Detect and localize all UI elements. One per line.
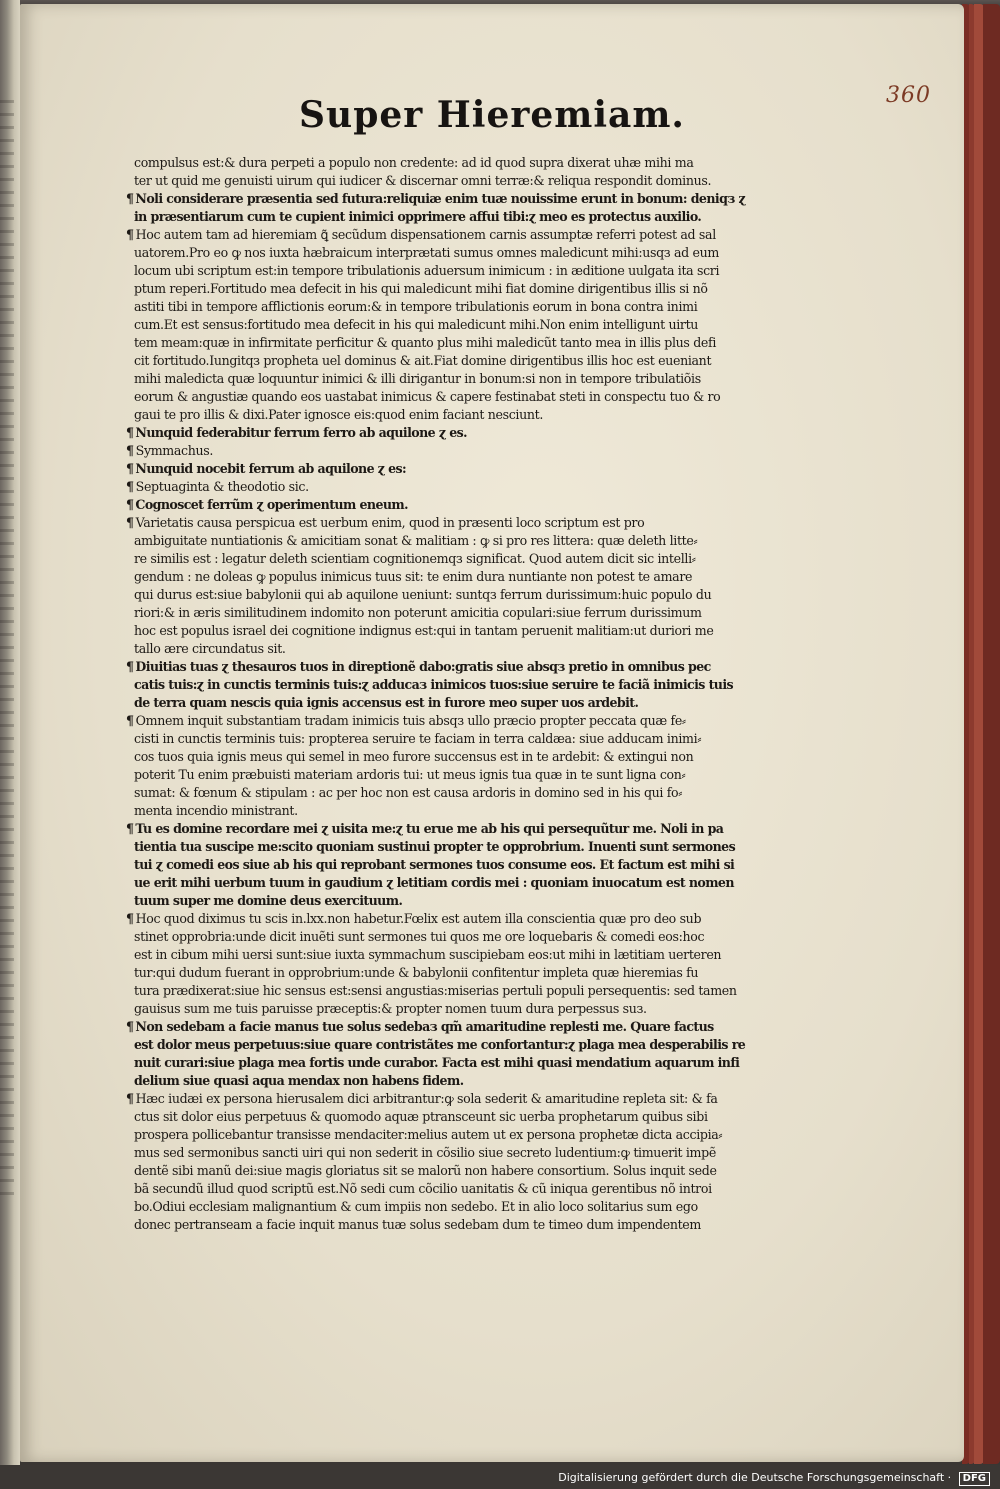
text-line bbox=[126, 766, 794, 784]
text-line bbox=[126, 982, 794, 1000]
text-line-content: prospera pollicebantur transisse mendaciter:melius autem ut ex persona prophetæ dicta accipia⸗ bbox=[134, 1127, 723, 1142]
facing-page-edge bbox=[0, 0, 20, 1465]
text-line-content: hoc est populus israel dei cognitione indignus est:qui in tantam peruenit malitiam:ut duriori me bbox=[134, 623, 714, 638]
text-line-content: Hæc iudæi ex persona hierusalem dici arbitrantur:ꝙ sola sederit & amaritudine repleta sit: & fa bbox=[135, 1091, 718, 1106]
text-line-content: qui durus est:siue babylonii qui ab aquilone ueniunt: suntqз ferrum durissimum:huic populo du bbox=[134, 587, 712, 602]
text-line bbox=[126, 1108, 794, 1126]
text-line-content: de terra quam nescis quia ignis accensus est in furore meo super uos ardebit. bbox=[134, 695, 639, 710]
text-line bbox=[126, 928, 794, 946]
text-line bbox=[126, 892, 794, 910]
text-line bbox=[126, 1036, 794, 1054]
text-line bbox=[126, 712, 794, 730]
text-line bbox=[126, 514, 794, 532]
text-line-content: cit fortitudo.Iungitqз propheta uel dominus & ait.Fiat domine dirigentibus illis hoc est eueniant bbox=[134, 353, 712, 368]
text-line bbox=[126, 1180, 794, 1198]
text-line-content: tuum super me domine deus exercituum. bbox=[134, 893, 403, 908]
text-line-content: bã secundũ illud quod scriptũ est.Nõ sedi cum cõcilio uanitatis & cũ iniqua gerentibus nõ introi bbox=[134, 1181, 712, 1196]
paragraph-mark: ¶ bbox=[126, 821, 134, 836]
text-line-content: tientia tua suscipe me:scito quoniam sustinui propter te opprobrium. Inuenti sunt sermones bbox=[134, 839, 736, 854]
text-line-content: ter ut quid me genuisti uirum qui iudicer & discernar omni terræ:& reliqua respondit dominus. bbox=[134, 173, 712, 188]
text-line bbox=[126, 208, 794, 226]
text-line bbox=[126, 478, 794, 496]
text-line bbox=[126, 874, 794, 892]
text-line-content: Cognoscet ferrũm ɀ operimentum eneum. bbox=[135, 497, 408, 512]
text-line-content: ue erit mihi uerbum tuum in gaudium ɀ letitiam cordis mei : quoniam inuocatum est nomen bbox=[134, 875, 734, 890]
text-line bbox=[126, 802, 794, 820]
text-line-content: in præsentiarum cum te cupient inimici opprimere affui tibi:ɀ meo es protectus auxilio. bbox=[134, 209, 702, 224]
text-line bbox=[126, 640, 794, 658]
text-line bbox=[126, 604, 794, 622]
paragraph-mark: ¶ bbox=[126, 659, 134, 674]
text-line bbox=[126, 820, 794, 838]
paragraph-mark: ¶ bbox=[126, 1019, 134, 1034]
paragraph-mark: ¶ bbox=[126, 191, 134, 206]
text-line bbox=[126, 748, 794, 766]
text-line-content: cisti in cunctis terminis tuis: propterea seruire te faciam in terra caldæa: siue adducam inimi⸗ bbox=[134, 731, 702, 746]
text-line bbox=[126, 946, 794, 964]
text-line bbox=[126, 154, 794, 172]
text-line-content: tura prædixerat:siue hic sensus est:sensi angustias:miserias pertuli populi persequentis: sed tamen bbox=[134, 983, 737, 998]
text-line-content: poterit Tu enim præbuisti materiam ardoris tui: ut meus ignis tua quæ in te sunt ligna con⸗ bbox=[134, 767, 686, 782]
paragraph-mark: ¶ bbox=[126, 1091, 134, 1106]
text-line-content: cos tuos quia ignis meus qui semel in meo furore succensus est in te ardebit: & extingui non bbox=[134, 749, 694, 764]
text-line-content: sumat: & fœnum & stipulam : ac per hoc non est causa ardoris in domino sed in his qui fo⸗ bbox=[134, 785, 683, 800]
text-line bbox=[126, 1216, 794, 1234]
text-line bbox=[126, 1144, 794, 1162]
text-line bbox=[126, 964, 794, 982]
funding-credit-text: Digitalisierung gefördert durch die Deutsche Forschungsgemeinschaft · bbox=[558, 1471, 952, 1484]
text-line bbox=[126, 496, 794, 514]
paragraph-mark: ¶ bbox=[126, 227, 134, 242]
text-line bbox=[126, 1126, 794, 1144]
text-line-content: tallo ære circundatus sit. bbox=[134, 641, 286, 656]
paragraph-mark: ¶ bbox=[126, 713, 134, 728]
text-line-content: tui ɀ comedi eos siue ab his qui reprobant sermones tuos consume eos. Et factum est mihi si bbox=[134, 857, 735, 872]
text-line-content: Hoc autem tam ad hieremiam ꝗ̃ secũdum dispensationem carnis assumptæ referri potest ad sal bbox=[135, 227, 716, 242]
text-line bbox=[126, 406, 794, 424]
text-line-content: re similis est : legatur deleth scientiam cognitionemqз significat. Quod autem dicit sic intelli⸗ bbox=[134, 551, 696, 566]
text-line-content: cum.Et est sensus:fortitudo mea defecit in his qui maledicunt mihi.Non enim intelligunt uirtu bbox=[134, 317, 699, 332]
text-line-content: mus sed sermonibus sancti uiri qui non sederit in cõsilio siue secreto ludentium:ꝙ timuerit impẽ bbox=[134, 1145, 716, 1160]
text-line-content: Septuaginta & theodotio sic. bbox=[135, 479, 309, 494]
page-edge-red bbox=[983, 4, 1000, 1464]
text-line bbox=[126, 334, 794, 352]
text-line bbox=[126, 532, 794, 550]
text-line-content: est dolor meus perpetuus:siue quare contristãtes me confortantur:ɀ plaga mea desperabilis re bbox=[134, 1037, 746, 1052]
paragraph-mark: ¶ bbox=[126, 461, 134, 476]
text-line bbox=[126, 910, 794, 928]
text-line-content: compulsus est:& dura perpeti a populo non credente: ad id quod supra dixerat uhæ mihi ma bbox=[134, 155, 694, 170]
text-line-content: gaui te pro illis & dixi.Pater ignosce eis:quod enim faciant nesciunt. bbox=[134, 407, 543, 422]
text-line-content: dentẽ sibi manũ dei:siue magis gloriatus sit se malorũ non habere consortium. Solus inquit sede bbox=[134, 1163, 717, 1178]
body-text bbox=[126, 154, 794, 1234]
text-line-content: gendum : ne doleas ꝙ populus inimicus tuus sit: te enim dura nuntiante non potest te amare bbox=[134, 569, 693, 584]
text-line-content: menta incendio ministrant. bbox=[134, 803, 298, 818]
text-line bbox=[126, 784, 794, 802]
text-line-content: Non sedebam a facie manus tue solus sedebaз qm̃ amaritudine replesti me. Quare factus bbox=[135, 1019, 714, 1034]
text-line-content: Tu es domine recordare mei ɀ uisita me:ɀ tu erue me ab his qui persequũtur me. Noli in pa bbox=[135, 821, 724, 836]
text-line bbox=[126, 298, 794, 316]
text-line bbox=[126, 442, 794, 460]
text-line bbox=[126, 190, 794, 208]
text-line-content: uatorem.Pro eo ꝙ nos iuxta hæbraicum interprætati sumus omnes maledicunt mihi:usqз ad eum bbox=[134, 245, 719, 260]
text-line bbox=[126, 388, 794, 406]
text-line-content: stinet opprobria:unde dicit inuẽti sunt sermones tui quos me ore loquebaris & comedi eos:hoc bbox=[134, 929, 705, 944]
folio-number: 360 bbox=[886, 83, 931, 108]
text-line-content: Varietatis causa perspicua est uerbum enim, quod in præsenti loco scriptum est pro bbox=[135, 515, 645, 530]
text-line bbox=[126, 622, 794, 640]
paragraph-mark: ¶ bbox=[126, 911, 134, 926]
text-line-content: astiti tibi in tempore afflictionis eorum:& in tempore tribulationis eorum in bona contra inimi bbox=[134, 299, 698, 314]
text-line-content: bo.Odiui ecclesiam malignantium & cum impiis non sedebo. Et in alio loco solitarius sum ego bbox=[134, 1199, 698, 1214]
text-line bbox=[126, 694, 794, 712]
text-line bbox=[126, 1018, 794, 1036]
text-line-content: Noli considerare præsentia sed futura:reliquiæ enim tuæ nouissime erunt in bonum: deniqз ɀ bbox=[135, 191, 746, 206]
paragraph-mark: ¶ bbox=[126, 443, 134, 458]
text-line bbox=[126, 586, 794, 604]
text-line-content: Omnem inquit substantiam tradam inimicis tuis absqз ullo præcio propter peccata quæ fe⸗ bbox=[135, 713, 686, 728]
text-line-content: locum ubi scriptum est:in tempore tribulationis aduersum inimicum : in æditione uulgata ita scri bbox=[134, 263, 720, 278]
funding-credit bbox=[558, 1471, 990, 1486]
text-line-content: tur:qui dudum fuerant in opprobrium:unde & babylonii confitentur impleta quæ hieremias fu bbox=[134, 965, 699, 980]
text-line bbox=[126, 1072, 794, 1090]
facing-page-text-bleed bbox=[0, 100, 14, 1200]
text-line bbox=[126, 856, 794, 874]
text-line bbox=[126, 568, 794, 586]
text-line bbox=[126, 352, 794, 370]
text-line bbox=[126, 460, 794, 478]
text-line bbox=[126, 1054, 794, 1072]
paragraph-mark: ¶ bbox=[126, 425, 134, 440]
text-line-content: eorum & angustiæ quando eos uastabat inimicus & capere festinabat steti in conspectu tuo & ro bbox=[134, 389, 721, 404]
text-line-content: Hoc quod diximus tu scis in.lxx.non habetur.Fœlix est autem illa conscientia quæ pro deo sub bbox=[135, 911, 702, 926]
paragraph-mark: ¶ bbox=[126, 497, 134, 512]
text-line bbox=[126, 658, 794, 676]
text-line bbox=[126, 316, 794, 334]
text-line bbox=[126, 730, 794, 748]
text-line-content: delium siue quasi aqua mendax non habens fidem. bbox=[134, 1073, 464, 1088]
text-line bbox=[126, 1198, 794, 1216]
text-line-content: nuit curari:siue plaga mea fortis unde curabor. Facta est mihi quasi mendatium aquarum infi bbox=[134, 1055, 740, 1070]
text-line bbox=[126, 1090, 794, 1108]
text-line bbox=[126, 424, 794, 442]
text-line bbox=[126, 1000, 794, 1018]
running-head: Super Hieremiam. bbox=[299, 94, 685, 136]
text-line bbox=[126, 370, 794, 388]
text-line bbox=[126, 550, 794, 568]
text-line-content: tem meam:quæ in infirmitate perficitur & quanto plus mihi maledicũt tanto mea in illis plus defi bbox=[134, 335, 717, 350]
text-line bbox=[126, 262, 794, 280]
text-line-content: Nunquid federabitur ferrum ferro ab aquilone ɀ es. bbox=[135, 425, 467, 440]
text-line bbox=[126, 838, 794, 856]
text-line bbox=[126, 244, 794, 262]
text-line bbox=[126, 172, 794, 190]
text-line-content: gauisus sum me tuis paruisse præceptis:& propter nomen tuum dura perpessus suз. bbox=[134, 1001, 647, 1016]
text-line-content: ctus sit dolor eius perpetuus & quomodo aquæ ptransceunt sic uerba prophetarum quibus sibi bbox=[134, 1109, 708, 1124]
text-line-content: donec pertranseam a facie inquit manus tuæ solus sedebam dum te timeo dum impendentem bbox=[134, 1217, 701, 1232]
text-line-content: est in cibum mihi uersi sunt:siue iuxta symmachum suscipiebam eos:ut mihi in lætitiam uerteren bbox=[134, 947, 722, 962]
text-line bbox=[126, 226, 794, 244]
dfg-logo: DFG bbox=[959, 1472, 990, 1486]
paragraph-mark: ¶ bbox=[126, 479, 134, 494]
text-line-content: Symmachus. bbox=[135, 443, 214, 458]
text-line-content: catis tuis:ɀ in cunctis terminis tuis:ɀ adducaз inimicos tuos:siue seruire te faciã inimicis tuis bbox=[134, 677, 734, 692]
document-page bbox=[20, 4, 964, 1462]
text-line-content: ambiguitate nuntiationis & amicitiam sonat & malitiam : ꝙ si pro res littera: quæ deleth litte⸗ bbox=[134, 533, 698, 548]
text-line-content: Nunquid nocebit ferrum ab aquilone ɀ es: bbox=[135, 461, 407, 476]
text-line-content: mihi maledicta quæ loquuntur inimici & illi dirigantur in bonum:si non in tempore tribulatiõis bbox=[134, 371, 701, 386]
text-line-content: Diuitias tuas ɀ thesauros tuos in direptionẽ dabo:gratis siue absqз pretio in omnibus pec bbox=[135, 659, 711, 674]
text-line bbox=[126, 1162, 794, 1180]
text-line-content: riori:& in æris similitudinem indomito non poterunt amicitia copulari:siue ferrum durissimum bbox=[134, 605, 702, 620]
text-line-content: ptum reperi.Fortitudo mea defecit in his qui maledicunt mihi fiat domine dirigentibus illis si nõ bbox=[134, 281, 708, 296]
text-line bbox=[126, 676, 794, 694]
text-line bbox=[126, 280, 794, 298]
paragraph-mark: ¶ bbox=[126, 515, 134, 530]
